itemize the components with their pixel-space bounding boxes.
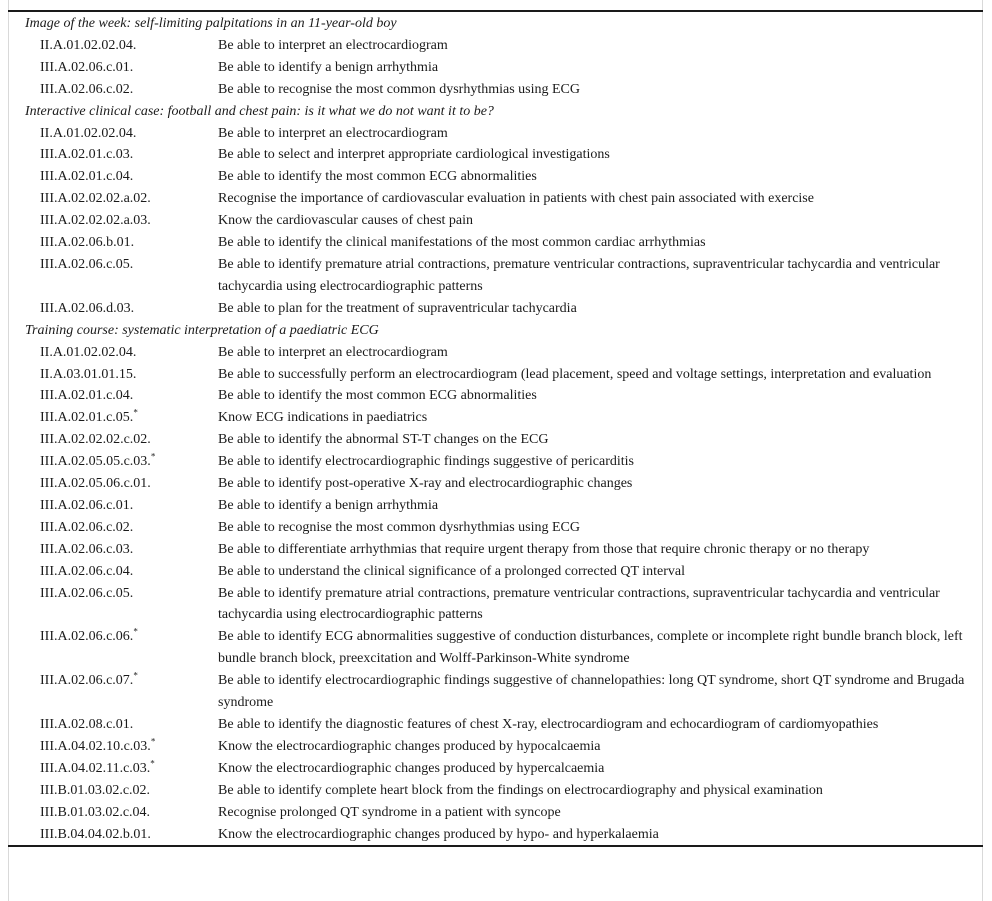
row-description: Recognise prolonged QT syndrome in a patient with syncope <box>218 804 561 820</box>
row-description: Be able to identify premature atrial contractions, premature ventricular contractions, supraventricular tachycardia and ventricular tachycardia using electrocardiographic patterns <box>218 585 940 623</box>
row-code <box>8 123 218 145</box>
row-code <box>8 385 218 407</box>
row-code-text: III.A.02.06.c.06. <box>40 629 134 645</box>
row-code <box>8 714 218 736</box>
objective-row <box>8 626 983 670</box>
objective-row <box>8 802 983 824</box>
row-description: Be able to identify the most common ECG abnormalities <box>218 169 537 185</box>
row-code-text: III.A.02.06.c.02. <box>40 81 134 97</box>
objective-row <box>8 407 983 429</box>
row-code <box>8 364 218 386</box>
row-code-text: III.A.02.08.c.01. <box>40 717 134 732</box>
row-description: Be able to select and interpret appropriate cardiological investigations <box>218 147 610 163</box>
row-code-text: III.A.02.02.02.a.03. <box>40 213 151 229</box>
row-code <box>8 35 218 57</box>
row-description: Be able to identify electrocardiographic findings suggestive of channelopathies: long QT syndrome, short QT syndrome and Brugada syndrome <box>218 673 965 711</box>
objective-row <box>8 780 983 802</box>
row-description: Be able to interpret an electrocardiogram <box>218 344 448 360</box>
row-code-text: III.A.02.01.c.04. <box>40 388 134 404</box>
row-description: Be able to identify the diagnostic features of chest X-ray, electrocardiogram and echocardiogram of cardiomyopathies <box>218 717 879 732</box>
row-asterisk: * <box>133 626 138 637</box>
objective-row <box>8 758 983 780</box>
row-code <box>8 298 218 320</box>
row-description: Be able to identify premature atrial contractions, premature ventricular contractions, supraventricular tachycardia and ventricular tachycardia using electrocardiographic patterns <box>218 256 940 294</box>
objective-row <box>8 188 983 210</box>
row-code-text: III.A.02.01.c.04. <box>40 169 134 185</box>
row-code <box>8 583 218 605</box>
objective-row <box>8 298 983 320</box>
objective-row <box>8 385 983 407</box>
row-code <box>8 670 218 692</box>
row-code <box>8 495 218 517</box>
row-description: Know the cardiovascular causes of chest pain <box>218 213 474 229</box>
objective-row <box>8 670 983 714</box>
row-code <box>8 144 218 166</box>
row-asterisk: * <box>133 407 138 418</box>
row-code <box>8 407 218 429</box>
row-code <box>8 626 218 648</box>
section-title: Interactive clinical case: football and chest pain: is it what we do not want it to be? <box>25 103 494 119</box>
objective-row <box>8 561 983 583</box>
row-code <box>8 758 218 780</box>
row-code-text: III.A.02.06.c.07. <box>40 673 134 689</box>
row-description: Know the electrocardiographic changes produced by hypocalcaemia <box>218 738 601 754</box>
objective-row <box>8 232 983 254</box>
objective-row <box>8 254 983 298</box>
row-code <box>8 736 218 758</box>
row-description: Be able to identify the abnormal ST-T changes on the ECG <box>218 432 549 448</box>
objective-row <box>8 714 983 736</box>
row-asterisk: * <box>150 736 156 747</box>
objective-row <box>8 583 983 627</box>
objective-row <box>8 473 983 495</box>
row-description: Be able to interpret an electrocardiogram <box>218 125 448 141</box>
row-code-text: III.A.04.02.11.c.03. <box>40 760 151 776</box>
row-code <box>8 561 218 583</box>
row-code <box>8 451 218 473</box>
row-asterisk: * <box>150 451 156 462</box>
row-description: Be able to identify post-operative X-ray and electrocardiographic changes <box>218 476 633 492</box>
row-code-text: III.A.02.06.d.03. <box>40 300 135 316</box>
row-code <box>8 429 218 451</box>
row-description: Be able to identify a benign arrhythmia <box>218 497 439 513</box>
row-code-text: III.A.02.06.c.03. <box>40 541 134 557</box>
row-code-text: II.A.01.02.02.04. <box>40 125 137 141</box>
objective-row <box>8 364 983 386</box>
row-description: Be able to identify complete heart block from the findings on electrocardiography and physical examination <box>218 782 823 798</box>
row-code-text: III.B.01.03.02.c.02. <box>40 782 151 798</box>
row-code-text: III.A.02.05.06.c.01. <box>40 476 151 492</box>
objective-row <box>8 57 983 79</box>
row-description: Be able to successfully perform an electrocardiogram (lead placement, speed and voltage settings, interpretation and evaluation <box>218 366 932 382</box>
row-code <box>8 188 218 210</box>
row-code-text: III.A.02.01.c.05. <box>40 410 134 426</box>
objective-row <box>8 342 983 364</box>
row-description: Know the electrocardiographic changes produced by hypo- and hyperkalaemia <box>218 826 659 842</box>
row-code <box>8 232 218 254</box>
row-code-text: III.A.04.02.10.c.03. <box>40 738 151 754</box>
row-description: Be able to identify the clinical manifestations of the most common cardiac arrhythmias <box>218 235 706 251</box>
row-code-text: II.A.03.01.01.15. <box>40 366 137 382</box>
row-description: Recognise the importance of cardiovascular evaluation in patients with chest pain associated with exercise <box>218 191 814 207</box>
row-code <box>8 802 218 824</box>
learning-objectives-table <box>8 10 983 847</box>
row-code <box>8 473 218 495</box>
row-asterisk: * <box>150 758 155 769</box>
row-description: Be able to identify the most common ECG abnormalities <box>218 388 537 404</box>
row-code-text: III.A.02.05.05.c.03. <box>40 454 151 470</box>
objectives-table-body <box>8 12 983 845</box>
row-description: Be able to identify ECG abnormalities suggestive of conduction disturbances, complete or incomplete right bundle branch block, left bundle branch block, preexcitation and Wolff-Parkinson-White syndrome <box>218 629 963 667</box>
objective-row <box>8 166 983 188</box>
objective-row <box>8 451 983 473</box>
row-code <box>8 210 218 232</box>
row-description: Be able to recognise the most common dysrhythmias using ECG <box>218 81 581 97</box>
row-code <box>8 57 218 79</box>
row-code-text: III.A.02.06.c.01. <box>40 59 134 75</box>
row-code <box>8 79 218 101</box>
row-code-text: III.B.01.03.02.c.04. <box>40 804 151 820</box>
row-description: Be able to identify a benign arrhythmia <box>218 59 439 75</box>
section-title: Image of the week: self-limiting palpitations in an 11-year-old boy <box>25 16 397 31</box>
table-bottom-rule <box>8 845 983 847</box>
row-code-text: III.A.02.02.02.a.02. <box>40 191 151 207</box>
row-code-text: II.A.01.02.02.04. <box>40 344 137 360</box>
row-code-text: III.A.02.01.c.03. <box>40 147 134 163</box>
section-title: Training course: systematic interpretation of a paediatric ECG <box>25 322 379 338</box>
objective-row <box>8 539 983 561</box>
objective-row <box>8 123 983 145</box>
row-code-text: III.A.02.06.c.01. <box>40 497 134 513</box>
objective-row <box>8 79 983 101</box>
row-code-text: III.A.02.06.c.04. <box>40 563 134 579</box>
objective-row <box>8 824 983 846</box>
row-description: Be able to recognise the most common dysrhythmias using ECG <box>218 519 581 535</box>
objective-row <box>8 517 983 539</box>
row-code-text: III.A.02.06.c.05. <box>40 256 134 272</box>
row-code <box>8 824 218 846</box>
row-code <box>8 780 218 802</box>
row-code <box>8 342 218 364</box>
row-code-text: III.B.04.04.02.b.01. <box>40 826 151 842</box>
row-code-text: II.A.01.02.02.04. <box>40 37 137 53</box>
row-description: Be able to understand the clinical significance of a prolonged corrected QT interval <box>218 563 686 579</box>
row-code <box>8 517 218 539</box>
objective-row <box>8 495 983 517</box>
row-description: Be able to identify electrocardiographic findings suggestive of pericarditis <box>218 454 634 470</box>
row-code <box>8 539 218 561</box>
row-description: Know the electrocardiographic changes produced by hypercalcaemia <box>218 760 605 776</box>
objective-row <box>8 144 983 166</box>
objective-row <box>8 35 983 57</box>
objective-row <box>8 429 983 451</box>
row-description: Be able to interpret an electrocardiogram <box>218 37 448 53</box>
row-code-text: III.A.02.06.c.05. <box>40 585 134 601</box>
row-asterisk: * <box>133 670 138 681</box>
row-description: Know ECG indications in paediatrics <box>218 410 428 426</box>
row-code-text: III.A.02.06.b.01. <box>40 235 135 251</box>
objective-row <box>8 736 983 758</box>
objective-row <box>8 210 983 232</box>
row-code-text: III.A.02.02.02.c.02. <box>40 432 151 448</box>
row-description: Be able to plan for the treatment of supraventricular tachycardia <box>218 300 577 316</box>
row-description: Be able to differentiate arrhythmias that require urgent therapy from those that require chronic therapy or no therapy <box>218 541 870 557</box>
row-code <box>8 254 218 276</box>
row-code <box>8 166 218 188</box>
row-code-text: III.A.02.06.c.02. <box>40 519 134 535</box>
